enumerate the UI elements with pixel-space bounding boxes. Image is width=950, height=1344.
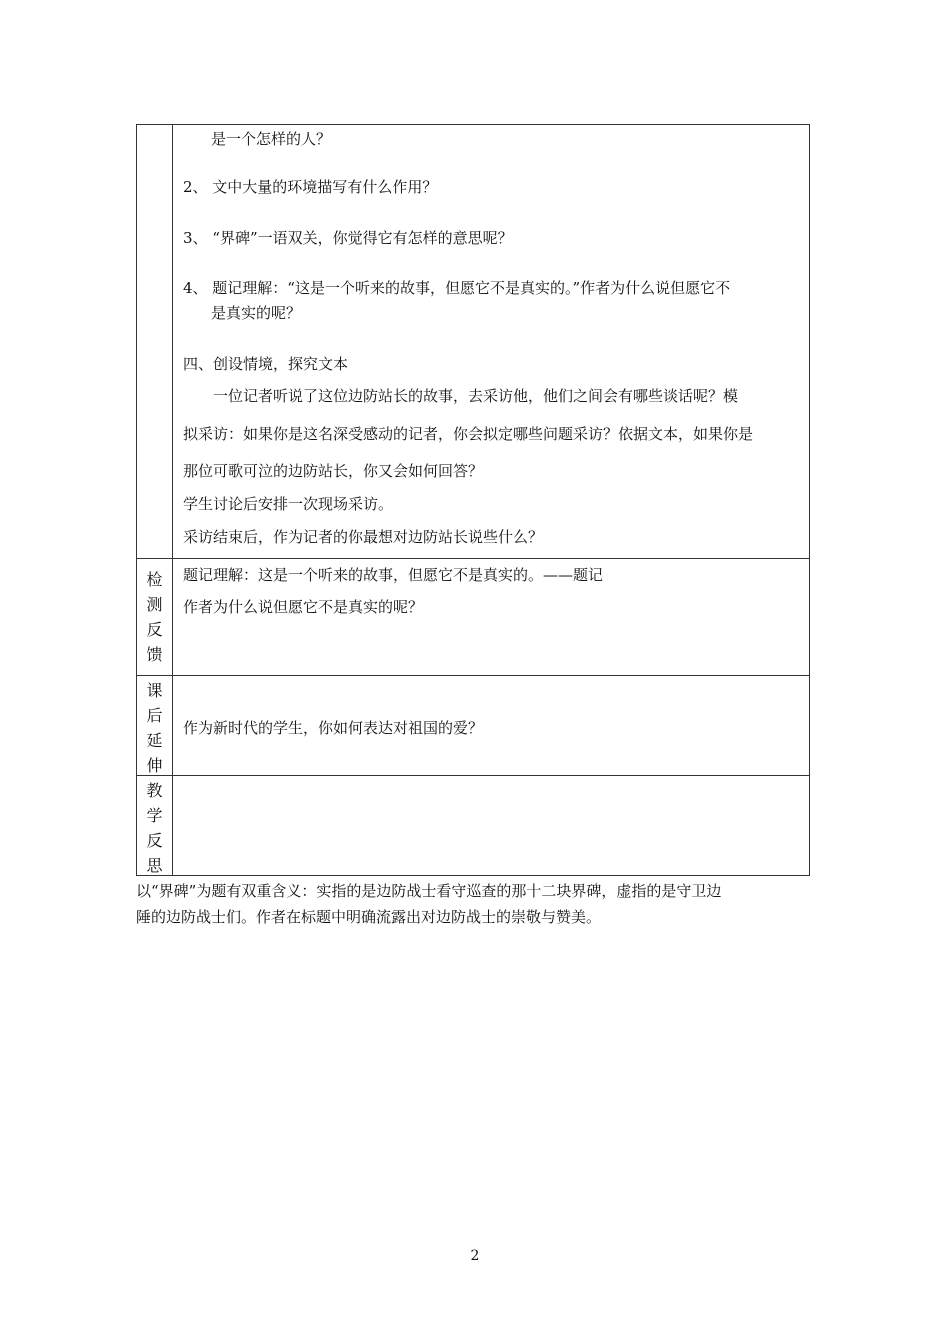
label-char: 思 <box>146 856 163 875</box>
label-char: 反 <box>146 620 163 639</box>
row-label-feedback <box>137 559 173 675</box>
label-char: 学 <box>146 806 163 825</box>
answer-note <box>136 878 816 930</box>
label-char: 教 <box>146 781 163 800</box>
text-line: 是一个怎样的人？ <box>211 130 332 148</box>
text-line: 作为新时代的学生，你如何表达对祖国的爱？ <box>183 719 484 737</box>
row-content-extension <box>173 676 809 775</box>
note-line: 以“界碑”为题有双重含义：实指的是边防战士看守巡查的那十二块界碑，虚指的是守卫边 <box>136 882 722 900</box>
row-content-reflection <box>173 776 809 875</box>
row-reflection <box>137 776 809 875</box>
row-label-reflection <box>137 776 173 875</box>
text-line: 那位可歌可泣的边防站长，你又会如何回答？ <box>183 462 484 480</box>
row-label-empty <box>137 125 173 558</box>
text-line: 拟采访：如果你是这名深受感动的记者，你会拟定哪些问题采访？依据文本，如果你是 <box>183 425 754 443</box>
text-line: 作者为什么说但愿它不是真实的呢？ <box>183 598 424 616</box>
row-content-feedback <box>173 559 809 675</box>
label-char: 课 <box>146 681 163 700</box>
section-heading: 四、创设情境，探究文本 <box>183 355 349 373</box>
label-char: 伸 <box>146 756 163 775</box>
label-char: 检 <box>146 570 163 589</box>
lesson-plan-table <box>136 124 810 876</box>
row-process <box>137 125 809 559</box>
note-line: 陲的边防战士们。作者在标题中明确流露出对边防战士的崇敬与赞美。 <box>136 908 602 926</box>
page-number: 2 <box>470 1248 480 1264</box>
question-3: 3、 “界碑”一语双关，你觉得它有怎样的意思呢？ <box>183 229 513 247</box>
text-line: 采访结束后，作为记者的你最想对边防站长说些什么？ <box>183 528 544 546</box>
label-char: 后 <box>146 706 163 725</box>
text-line: 题记理解：这是一个听来的故事，但愿它不是真实的。——题记 <box>183 566 604 584</box>
label-char: 测 <box>146 595 163 614</box>
row-label-extension <box>137 676 173 775</box>
question-4-cont: 是真实的呢？ <box>211 304 302 322</box>
text-line: 学生讨论后安排一次现场采访。 <box>183 495 394 513</box>
label-char: 反 <box>146 831 163 850</box>
text-line: 一位记者听说了这位边防站长的故事，去采访他，他们之间会有哪些谈话呢？模 <box>213 387 739 405</box>
row-content-process <box>173 125 809 558</box>
question-4: 4、 题记理解：“这是一个听来的故事，但愿它不是真实的。”作者为什么说但愿它不 <box>183 279 731 297</box>
question-2: 2、 文中大量的环境描写有什么作用？ <box>183 178 438 196</box>
label-char: 延 <box>146 731 163 750</box>
row-feedback <box>137 559 809 676</box>
row-extension <box>137 676 809 776</box>
label-char: 馈 <box>146 645 163 664</box>
